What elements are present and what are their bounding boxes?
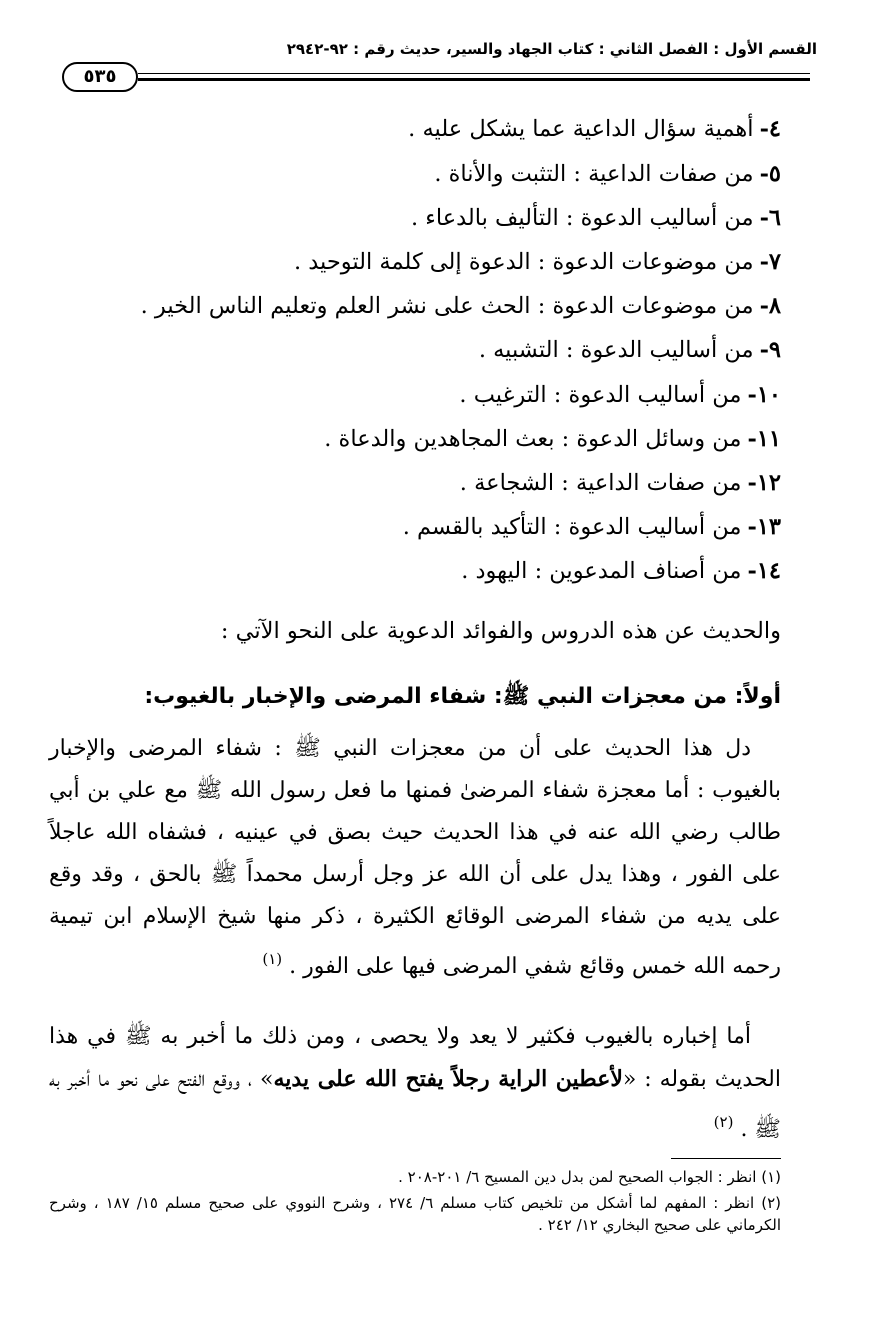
list-item [61, 378, 781, 412]
list-item-number: ١٢- [747, 470, 781, 496]
list-item-text: أهمية سؤال الداعية عما يشكل عليه . [408, 116, 754, 142]
list-item [61, 333, 781, 367]
footnote-separator [671, 1158, 781, 1159]
footnote-mark: (٢) [761, 1194, 781, 1212]
list-item [61, 422, 781, 456]
intro-sentence: والحديث عن هذه الدروس والفوائد الدعوية على النحو الآتي : [220, 618, 781, 644]
list-item-number: ١٤- [747, 558, 781, 584]
paragraph-text: أما إخباره بالغيوب فكثير لا يعد ولا يحصى ، ومن ذلك ما أخبر به ﷺ في هذا الحديث بقوله : « [49, 1024, 781, 1092]
list-item-number: ١٣- [747, 514, 781, 540]
list-item [61, 112, 781, 146]
running-header-title: القسم الأول : الفصل الثاني : كتاب الجهاد والسير، حديث رقم : ٩٢-٢٩٤٢ [286, 40, 817, 58]
paragraph-miracle-healing [49, 728, 781, 988]
footnote-text: انظر : الجواب الصحيح لمن بدل دين المسيح ٦/ ٢٠١-٢٠٨ . [398, 1168, 757, 1186]
list-item-text: من موضوعات الدعوة : الحث على نشر العلم وتعليم الناس الخير . [140, 293, 754, 319]
list-item-text: من أساليب الدعوة : التأليف بالدعاء . [410, 205, 754, 231]
list-item-text: من أصناف المدعوين : اليهود . [461, 558, 742, 584]
list-item [61, 510, 781, 544]
list-item [61, 157, 781, 191]
list-item-text: من صفات الداعية : الشجاعة . [459, 470, 742, 496]
list-item-text: من موضوعات الدعوة : الدعوة إلى كلمة التوحيد . [293, 249, 754, 275]
list-item-number: ٩- [759, 337, 781, 363]
list-item-number: ٦- [759, 205, 781, 231]
list-item-number: ٨- [759, 293, 781, 319]
list-item [61, 289, 781, 323]
list-item-number: ٧- [759, 249, 781, 275]
footnote [49, 1166, 781, 1188]
footnote-reference: (١) [262, 950, 283, 968]
list-item-text: من وسائل الدعوة : بعث المجاهدين والدعاة . [324, 426, 742, 452]
list-item-number: ٥- [759, 161, 781, 187]
section-heading: أولاً: من معجزات النبي ﷺ: شفاء المرضى والإخبار بالغيوب: [144, 684, 781, 709]
list-item-text: من صفات الداعية : التثبت والأناة . [434, 161, 754, 187]
header-rule-thin [138, 73, 810, 74]
list-item-text: من أساليب الدعوة : التأكيد بالقسم . [402, 514, 742, 540]
list-item-number: ٤- [759, 116, 781, 142]
page-number-badge: ٥٣٥ [62, 62, 138, 92]
footnote-reference: (٢) [713, 1113, 734, 1131]
footnote [49, 1192, 781, 1236]
list-item [61, 201, 781, 235]
list-item [61, 245, 781, 279]
header-double-rule [138, 73, 810, 82]
header-rule-thick [138, 78, 810, 81]
list-item [61, 554, 781, 588]
paragraph-text: » ، ووقع الفتح على نحو ما أخبر به ﷺ . [49, 1067, 781, 1142]
footnote-mark: (١) [761, 1168, 781, 1186]
paragraph-text: دل هذا الحديث على أن من معجزات النبي ﷺ : شفاء المرضى والإخبار بالغيوب : أما معجزة شفاء المرضىٰ فمنها ما فعل رسول الله ﷺ مع علي بن أبي طالب رضي الله عنه في هذا الحديث حيث بصق في عينيه ، فشفاه الله عاجلاً على الفور ، وهذا يدل على أن الله عز وجل أرسل محمداً ﷺ بالحق ، وقد وقع على يديه من شفاء المرضى الوقائع الكثيرة ، ذكر منها شيخ الإسلام ابن تيمية رحمه الله خمس وقائع شفي المرضى فيها على الفور . [49, 736, 781, 979]
list-item-text: من أساليب الدعوة : التشبيه . [478, 337, 754, 363]
list-item-text: من أساليب الدعوة : الترغيب . [459, 382, 742, 408]
list-item [61, 466, 781, 500]
list-item-number: ١٠- [747, 382, 781, 408]
list-item-number: ١١- [747, 426, 781, 452]
hadith-quote: لأعطين الراية رجلاً يفتح الله على يديه [273, 1066, 623, 1092]
footnote-text: انظر : المفهم لما أشكل من تلخيص كتاب مسلم ٦/ ٢٧٤ ، وشرح النووي على صحيح مسلم ١٥/ ١٨٧ ، وشرح الكرماني على صحيح البخاري ١٢/ ٢٤٢ . [49, 1194, 781, 1234]
paragraph-unseen-news [49, 1016, 781, 1151]
